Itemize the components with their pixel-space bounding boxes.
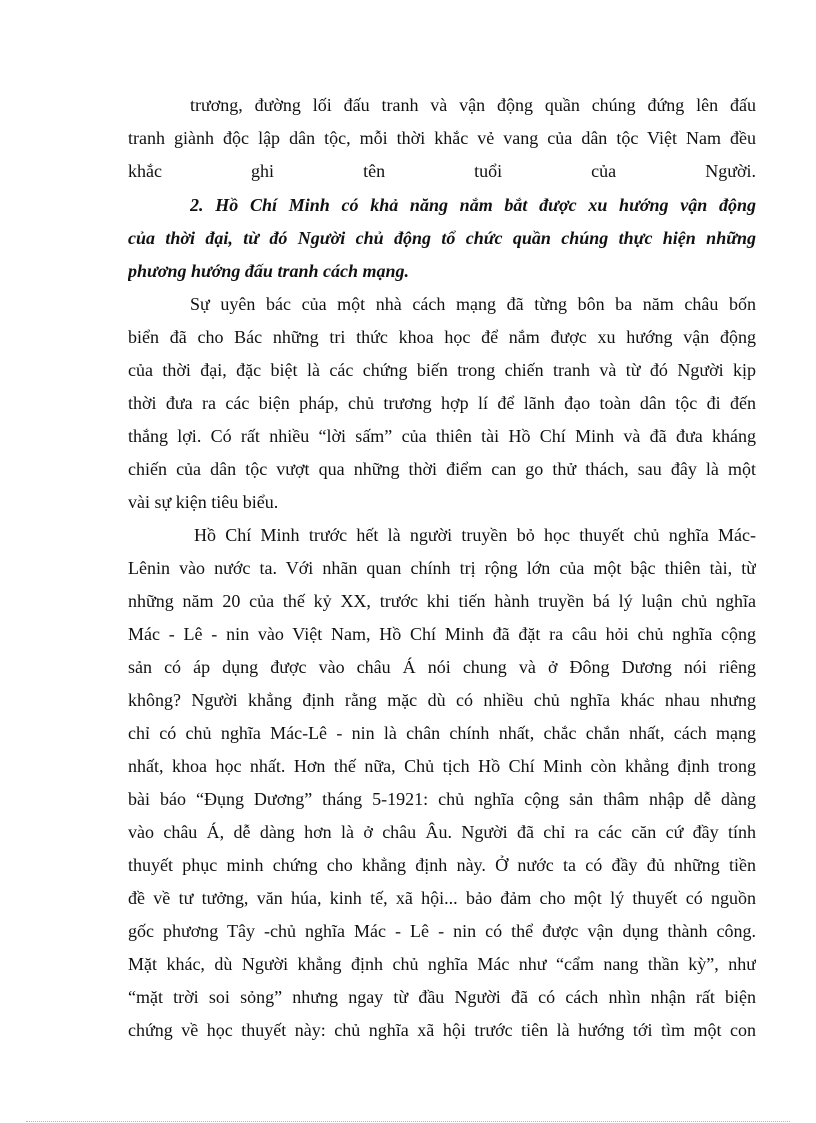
paragraph-line: chiến của dân tộc vượt qua những thời điểm can go thử thách, sau đây là một [128,459,756,479]
paragraph-line: Sự uyên bác của một nhà cách mạng đã từng bôn ba năm châu bốn [190,294,756,314]
paragraph-line: đề về tư tưởng, văn húa, kinh tế, xã hội... bảo đảm cho một lý thuyết có nguồn [128,888,756,908]
paragraph-line: chứng về học thuyết này: chủ nghĩa xã hội trước tiên là hướng tới tìm một con [128,1020,756,1040]
paragraph-line: những năm 20 của thế kỷ XX, trước khi tiến hành truyền bá lý luận chủ nghĩa [128,591,756,611]
paragraph-line: nhất, khoa học nhất. Hơn thế nữa, Chủ tịch Hồ Chí Minh còn khẳng định trong [128,756,756,776]
paragraph-line: Mặt khác, dù Người khẳng định chủ nghĩa Mác như “cẩm nang thần kỳ”, như [128,954,756,974]
paragraph-line: sản có áp dụng được vào châu Á nói chung và ở Đông Dương nói riêng [128,657,756,677]
paragraph-line: Mác - Lê - nin vào Việt Nam, Hồ Chí Minh đã đặt ra câu hỏi chủ nghĩa cộng [128,624,756,644]
section-heading-line: của thời đại, từ đó Người chủ động tổ chức quần chúng thực hiện những [128,228,756,248]
paragraph-line: “mặt trời soi sỏng” nhưng ngay từ đầu Người đã có cách nhìn nhận rất biện [128,987,756,1007]
paragraph-line: trương, đường lối đấu tranh và vận động quần chúng đứng lên đấu [190,95,756,115]
paragraph-line: chỉ có chủ nghĩa Mác-Lê - nin là chân chính nhất, chắc chắn nhất, cách mạng [128,723,756,743]
paragraph-line: thuyết phục minh chứng cho khẳng định này. Ở nước ta có đầy đủ những tiền [128,855,756,875]
section-heading-line: 2. Hồ Chí Minh có khả năng nắm bắt được xu hướng vận động [190,195,756,215]
section-heading-line: phương hướng đấu tranh cách mạng. [128,261,409,281]
paragraph-line: thời đưa ra các biện pháp, chủ trương hợp lí để lãnh đạo toàn dân tộc đi đến [128,393,756,413]
paragraph-line: thắng lợi. Có rất nhiều “lời sấm” của thiên tài Hồ Chí Minh và đã đưa kháng [128,426,756,446]
paragraph-line: gốc phương Tây -chủ nghĩa Mác - Lê - nin có thể được vận dụng thành công. [128,921,756,941]
paragraph-line: Lênin vào nước ta. Với nhãn quan chính trị rộng lớn của một bậc thiên tài, từ [128,558,756,578]
paragraph-line: biển đã cho Bác những tri thức khoa học để nắm được xu hướng vận động [128,327,756,347]
paragraph-line: vào châu Á, dễ dàng hơn là ở châu Âu. Người đã chỉ ra các căn cứ đầy tính [128,822,756,842]
paragraph-line: tranh giành độc lập dân tộc, mỗi thời khắc vẻ vang của dân tộc Việt Nam đều [128,128,756,148]
paragraph-line: Hồ Chí Minh trước hết là người truyền bỏ học thuyết chủ nghĩa Mác- [194,525,756,545]
paragraph-line: khắc ghi tên tuổi của Người. [128,161,756,181]
paragraph-line: của thời đại, đặc biệt là các chứng biến trong chiến tranh và từ đó Người kịp [128,360,756,380]
page-bottom-border [26,1121,790,1122]
paragraph-line: không? Người khẳng định rằng mặc dù có nhiều chủ nghĩa khác nhau nhưng [128,690,756,710]
paragraph-line: bài báo “Đụng Dương” tháng 5-1921: chủ nghĩa cộng sản thâm nhập dễ dàng [128,789,756,809]
paragraph-line: vài sự kiện tiêu biểu. [128,492,279,512]
